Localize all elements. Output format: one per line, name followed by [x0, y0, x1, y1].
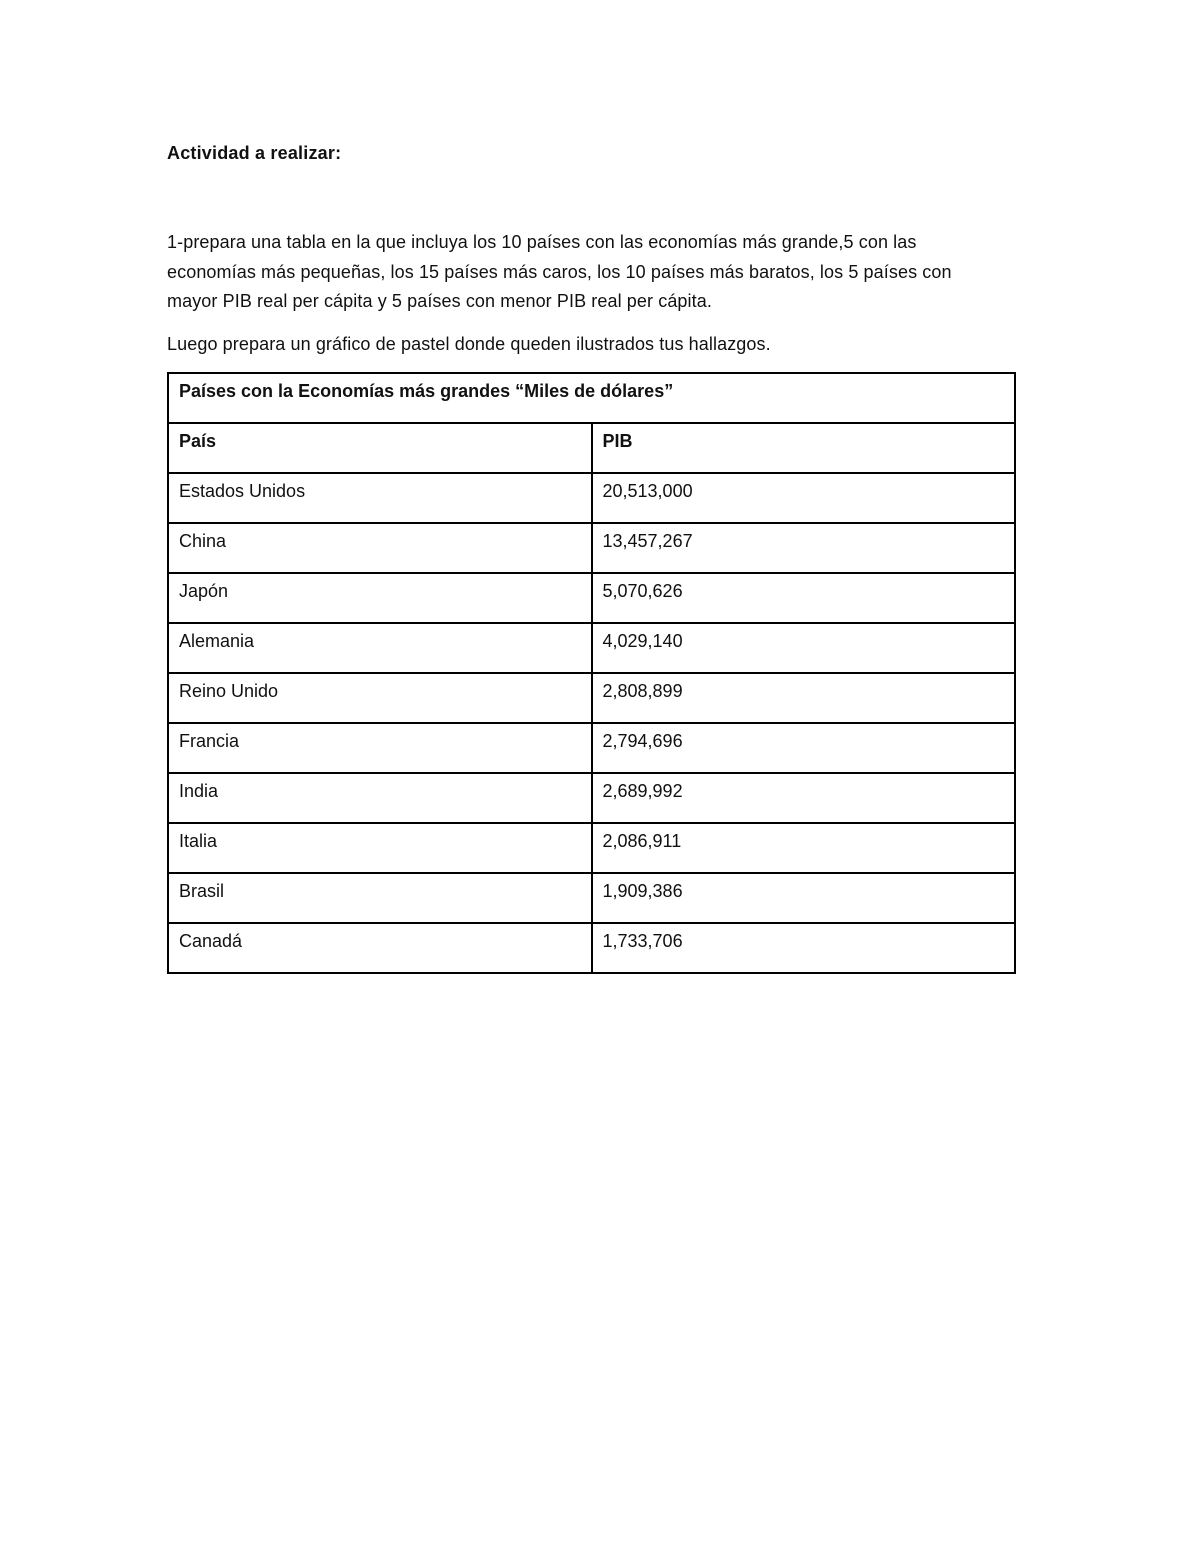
table-row [168, 673, 1015, 723]
table-row [168, 823, 1015, 873]
gdp-cell: 2,794,696 [592, 723, 1016, 773]
gdp-cell: 2,086,911 [592, 823, 1016, 873]
country-cell: Italia [168, 823, 592, 873]
gdp-cell: 5,070,626 [592, 573, 1016, 623]
country-cell: Alemania [168, 623, 592, 673]
table-row [168, 623, 1015, 673]
pie-chart-instruction: Luego prepara un gráfico de pastel donde queden ilustrados tus hallazgos. [167, 334, 771, 354]
gdp-table [167, 372, 1016, 974]
table-row [168, 873, 1015, 923]
instruction-line: 1-prepara una tabla en la que incluya los 10 países con las economías más grande,5 con las [167, 232, 917, 252]
instruction-line: mayor PIB real per cápita y 5 países con menor PIB real per cápita. [167, 291, 712, 311]
table-title: Países con la Economías más grandes “Miles de dólares” [168, 373, 1015, 423]
table-row [168, 523, 1015, 573]
country-cell: Estados Unidos [168, 473, 592, 523]
activity-heading: Actividad a realizar: [167, 143, 342, 163]
gdp-cell: 13,457,267 [592, 523, 1016, 573]
table-row [168, 923, 1015, 973]
gdp-cell: 1,733,706 [592, 923, 1016, 973]
instruction-paragraph [167, 228, 1017, 317]
table-row [168, 723, 1015, 773]
table-title-row [168, 373, 1015, 423]
country-cell: Canadá [168, 923, 592, 973]
gdp-cell: 2,808,899 [592, 673, 1016, 723]
country-cell: Japón [168, 573, 592, 623]
table-row [168, 573, 1015, 623]
table-row [168, 773, 1015, 823]
country-cell: Francia [168, 723, 592, 773]
gdp-cell: 4,029,140 [592, 623, 1016, 673]
table-row [168, 473, 1015, 523]
country-cell: India [168, 773, 592, 823]
gdp-cell: 20,513,000 [592, 473, 1016, 523]
header-country: País [168, 423, 592, 473]
instruction-line: economías más pequeñas, los 15 países más caros, los 10 países más baratos, los 5 países con [167, 261, 952, 282]
header-gdp: PIB [592, 423, 1016, 473]
gdp-cell: 1,909,386 [592, 873, 1016, 923]
country-cell: China [168, 523, 592, 573]
country-cell: Reino Unido [168, 673, 592, 723]
table-header-row [168, 423, 1015, 473]
gdp-cell: 2,689,992 [592, 773, 1016, 823]
country-cell: Brasil [168, 873, 592, 923]
